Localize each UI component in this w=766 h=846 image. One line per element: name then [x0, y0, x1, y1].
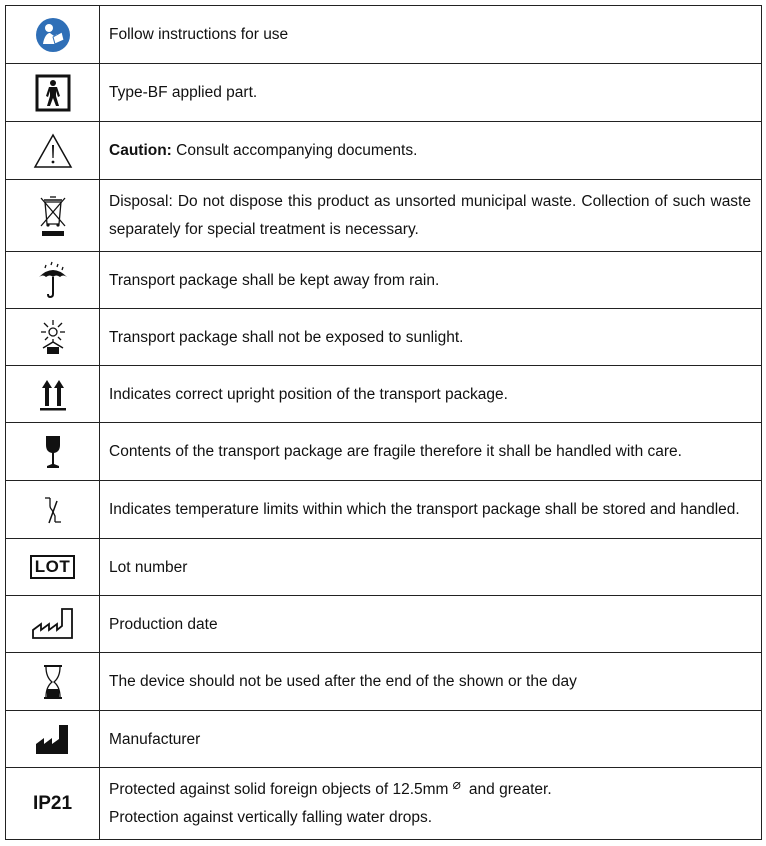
- row-description: [100, 423, 762, 481]
- row-description: [100, 539, 762, 596]
- table-row: [6, 252, 762, 309]
- row-description: [100, 481, 762, 539]
- fragile-glass-icon: [41, 434, 65, 470]
- table-row: [6, 539, 762, 596]
- icon-cell: [6, 768, 100, 840]
- icon-cell: [6, 423, 100, 481]
- description-text: Manufacturer: [109, 730, 201, 748]
- type-bf-applied-part-icon: [35, 74, 71, 112]
- description-text: Consult accompanying documents.: [171, 142, 418, 159]
- description-text: Lot number: [109, 558, 188, 576]
- table-row: [6, 309, 762, 366]
- instructions-for-use-icon: [35, 17, 71, 53]
- caution-label: Caution:: [109, 142, 172, 159]
- symbols-table: [5, 5, 762, 840]
- row-description: [100, 596, 762, 653]
- production-date-icon: [30, 605, 76, 643]
- table-row: [6, 366, 762, 423]
- icon-cell: [6, 366, 100, 423]
- icon-cell: [6, 711, 100, 768]
- description-text: Transport package shall not be exposed to sunlight.: [109, 328, 464, 346]
- row-description: [100, 6, 762, 64]
- ip-line-2: Protection against vertically falling water drops.: [109, 809, 433, 826]
- description-text: Protected against solid foreign objects of 12.5mm: [109, 781, 449, 798]
- row-description: [100, 252, 762, 309]
- description-text: Contents of the transport package are fragile therefore it shall be handled with care.: [109, 442, 682, 460]
- keep-away-sunlight-icon: [36, 318, 70, 356]
- icon-cell: [6, 64, 100, 122]
- description-text: Indicates temperature limits within which the transport package shall be stored and handled.: [109, 500, 740, 518]
- icon-cell: [6, 653, 100, 711]
- table-row: [6, 596, 762, 653]
- table-row: [6, 481, 762, 539]
- description-text: The device should not be used after the end of the shown or the day: [109, 673, 577, 690]
- table-row: [6, 711, 762, 768]
- description-text: Follow instructions for use: [109, 26, 289, 43]
- table-row: [6, 768, 762, 840]
- table-row: [6, 180, 762, 252]
- table-row: [6, 423, 762, 481]
- table-row: [6, 653, 762, 711]
- row-description: [100, 180, 762, 252]
- row-description: [100, 711, 762, 768]
- umbrella-rain-icon: [36, 261, 70, 299]
- icon-cell: [6, 122, 100, 180]
- icon-cell: [6, 596, 100, 653]
- ip-rating-icon: IP21: [32, 792, 73, 814]
- row-description: [100, 366, 762, 423]
- table-row: [6, 6, 762, 64]
- row-description: [100, 122, 762, 180]
- row-description: [100, 768, 762, 840]
- icon-cell: [6, 252, 100, 309]
- table-row: [6, 64, 762, 122]
- row-description: [100, 64, 762, 122]
- lot-number-icon: LOT: [30, 555, 76, 579]
- crossed-bin-icon: [38, 194, 68, 238]
- description-text: Transport package shall be kept away from rain.: [109, 271, 440, 289]
- row-description: [100, 309, 762, 366]
- caution-triangle-icon: [33, 133, 73, 169]
- description-text: and greater.: [468, 781, 552, 798]
- table-row: [6, 122, 762, 180]
- diameter-symbol: ⌀: [452, 776, 461, 792]
- temperature-limit-icon: [41, 492, 65, 528]
- ip-line-1: [109, 775, 751, 804]
- this-way-up-arrows-icon: [38, 376, 68, 412]
- description-text: Indicates correct upright position of the transport package.: [109, 385, 508, 403]
- row-description: [100, 653, 762, 711]
- icon-cell: [6, 481, 100, 539]
- description-text: Type-BF applied part.: [109, 84, 258, 101]
- description-text: Disposal: Do not dispose this product as unsorted municipal waste. Collection of such waste separately for special treatment is necessary.: [109, 192, 751, 238]
- icon-cell: [6, 6, 100, 64]
- icon-cell: [6, 539, 100, 596]
- icon-cell: [6, 309, 100, 366]
- description-text: Production date: [109, 615, 218, 633]
- hourglass-expiry-icon: [41, 663, 65, 701]
- manufacturer-factory-icon: [33, 722, 73, 756]
- icon-cell: [6, 180, 100, 252]
